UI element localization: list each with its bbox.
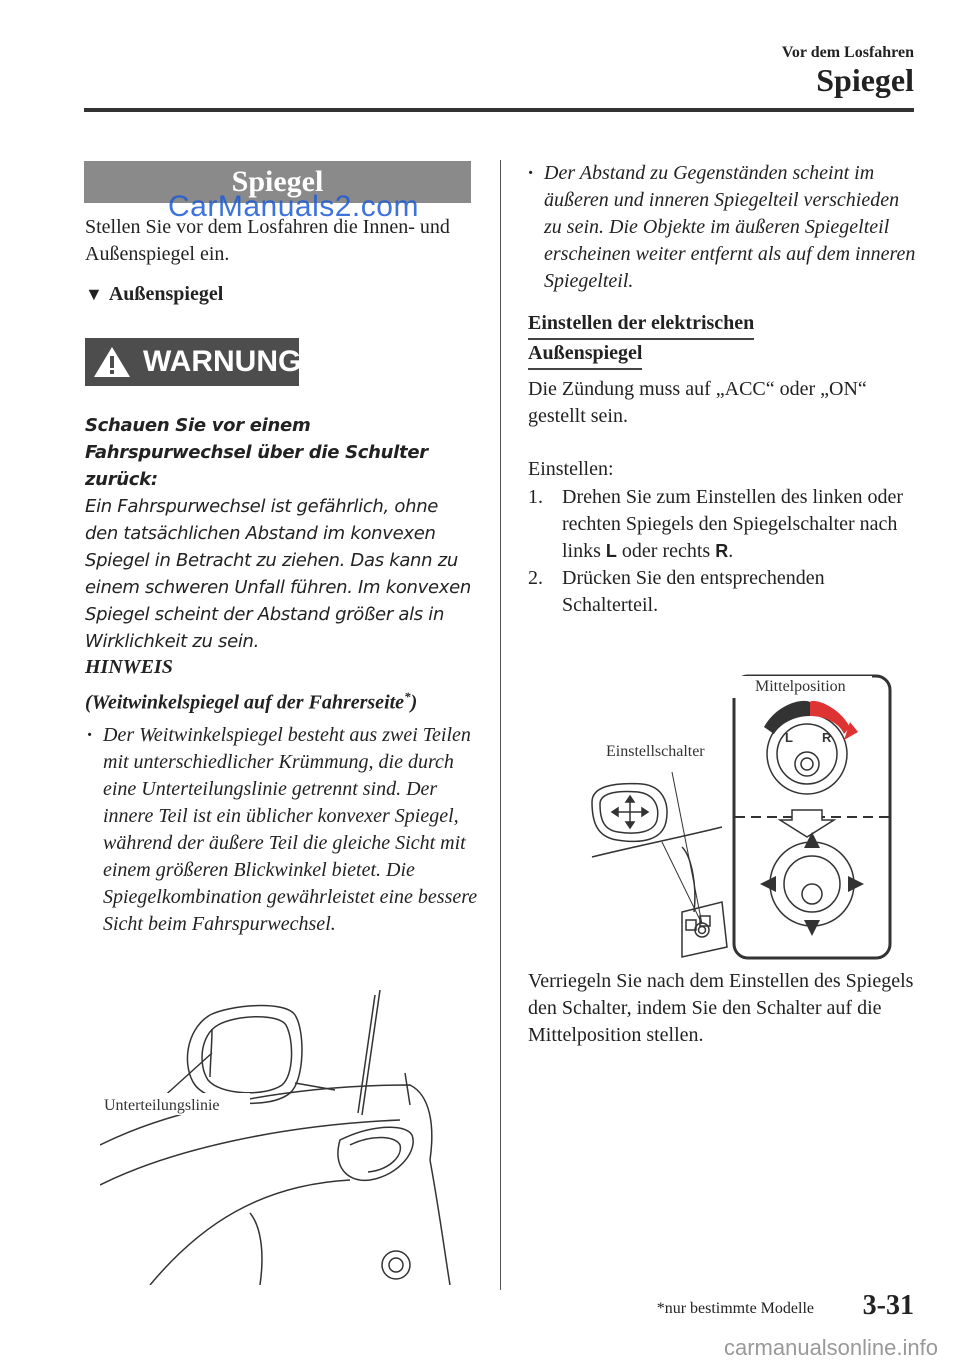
right-symbol: R bbox=[715, 541, 729, 561]
note-bullets-right bbox=[526, 160, 916, 295]
page-number: 3-31 bbox=[862, 1290, 914, 1321]
chapter-title: Vor dem Losfahren bbox=[781, 44, 914, 61]
note-heading bbox=[85, 652, 417, 718]
warning-triangle-icon bbox=[93, 346, 131, 378]
bottom-watermark: carmanualsonline.info bbox=[723, 1335, 938, 1360]
note-title: HINWEIS bbox=[85, 656, 173, 678]
ignition-text: Die Zündung muss auf „ACC“ oder „ON“ gestellt sein. bbox=[528, 378, 867, 427]
warning-label: WARNUNG bbox=[143, 345, 302, 378]
warning-badge bbox=[85, 338, 302, 386]
warning-body: Ein Fahrspurwechsel ist gefährlich, ohne den tatsächlichen Abstand im konvexen Spiegel in Betracht zu ziehen. Das kann zu einem schweren Unfall führen. Im konvexen Spiegel scheint der Abstand größer als in Wirklichkeit zu sein. bbox=[85, 496, 472, 652]
steps-list bbox=[528, 484, 918, 619]
note-bullet: · Der Weitwinkelspiegel besteht aus zwei Teilen mit unterschiedlicher Krümmung, die durch eine Unterteilungslinie getrennt sind. Der innere Teil ist ein üblicher konvexer Spiegel, während der äußere Teil die gleiche Sicht mit einem größeren Blickwinkel bietet. Die Spiegelkombination gewährleistet eine bessere Sicht beim Fahrspurwechsel. bbox=[85, 722, 480, 938]
figure-label-center-position: Mittelposition bbox=[755, 678, 846, 695]
note-subtitle: (Weitwinkelspiegel auf der Fahrerseite*) bbox=[85, 689, 418, 714]
adjust-label: Einstellen: bbox=[528, 458, 614, 480]
triangle-down-icon: ▼ bbox=[85, 284, 103, 304]
left-symbol: L bbox=[605, 541, 617, 561]
watermark-logo: CarManuals2.com bbox=[168, 190, 419, 223]
warning-text bbox=[85, 412, 475, 655]
figure-label-adjust-switch: Einstellschalter bbox=[606, 743, 705, 760]
lock-text: Verriegeln Sie nach dem Einstellen des Spiegels den Schalter, indem Sie den Schalter auf die Mittelposition stellen. bbox=[528, 970, 914, 1046]
note-bullets-left bbox=[85, 722, 480, 938]
knob-label-R: R bbox=[822, 730, 832, 745]
knob-label-L: L bbox=[785, 730, 793, 745]
section-title: Spiegel bbox=[816, 62, 914, 98]
mirror-illustration bbox=[100, 985, 480, 1285]
column-divider bbox=[500, 160, 501, 1290]
footnote: *nur bestimmte Modelle bbox=[656, 1300, 814, 1317]
step-2: 2. Drücken Sie den entsprechenden Schalterteil. bbox=[528, 567, 825, 616]
intro-text: Stellen Sie vor dem Losfahren die Innen- und Außenspiegel ein. bbox=[85, 216, 450, 265]
heading-line-1: Einstellen der elektrischen bbox=[528, 310, 754, 340]
electric-mirror-heading bbox=[528, 310, 754, 370]
step-1: 1. Drehen Sie zum Einstellen des linken oder rechten Spiegels den Spiegelschalter nach links L oder rechts R. bbox=[528, 486, 904, 562]
figure-label-division-line: Unterteilungslinie bbox=[104, 1097, 220, 1114]
subheading-label: Außenspiegel bbox=[108, 283, 224, 305]
header-rule bbox=[84, 108, 914, 112]
heading-line-2: Außenspiegel bbox=[528, 340, 642, 370]
warning-title: Schauen Sie vor einem Fahrspurwechsel über die Schulter zurück: bbox=[85, 415, 428, 490]
section-banner: Spiegel bbox=[84, 161, 471, 203]
mirror-switch-illustration bbox=[582, 672, 894, 962]
subheading bbox=[85, 283, 223, 306]
note-bullet: · Der Abstand zu Gegenständen scheint im äußeren und inneren Spiegelteil verschieden zu sein. Die Objekte im äußeren Spiegelteil erscheinen weiter entfernt als auf dem inneren Spiegelteil. bbox=[526, 160, 916, 295]
